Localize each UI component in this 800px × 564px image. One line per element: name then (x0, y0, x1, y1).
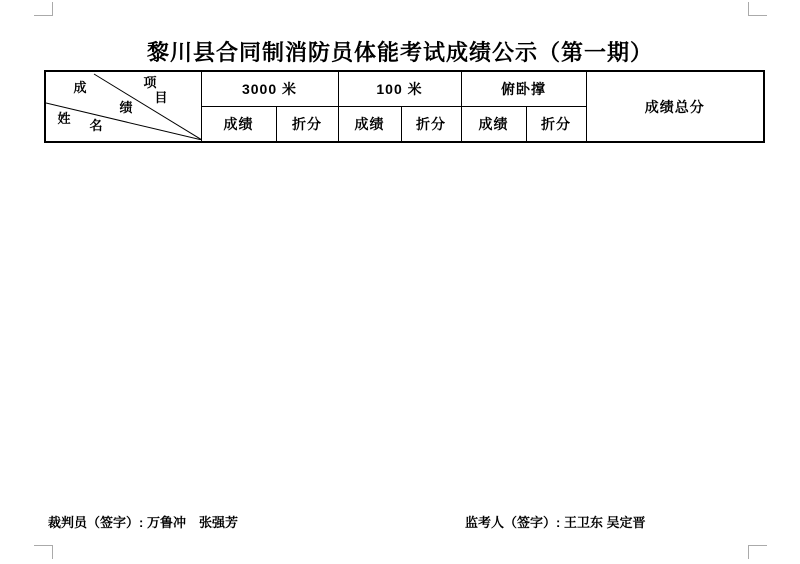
crop-mark-top-right (748, 2, 767, 16)
column-group-3000m: 3000 米 (201, 71, 338, 107)
crop-mark-top-left (34, 2, 53, 16)
subheader-100m-points: 折分 (401, 107, 461, 143)
corner-label-name-char: 姓 (57, 111, 71, 126)
invigilators-signature-line: 监考人（签字）: 王卫东 吴定晋 (465, 515, 646, 530)
signature-footer (0, 512, 800, 530)
corner-label-project-char: 项 (143, 75, 157, 90)
corner-header-cell (45, 71, 201, 142)
judges-signature-line: 裁判员（签字）: 万鲁冲 张强芳 (48, 515, 238, 530)
column-group-pushup: 俯卧撑 (461, 71, 586, 107)
subheader-3000m-points: 折分 (276, 107, 338, 143)
corner-label-score-char: 成 (73, 80, 87, 95)
subheader-pushup-score: 成绩 (461, 107, 526, 143)
corner-label-name-char: 名 (89, 118, 103, 133)
subheader-3000m-score: 成绩 (201, 107, 276, 143)
column-header-total-score: 成绩总分 (586, 71, 764, 142)
results-table (44, 70, 765, 143)
crop-mark-bottom-right (748, 545, 767, 559)
subheader-100m-score: 成绩 (338, 107, 401, 143)
subheader-pushup-points: 折分 (526, 107, 586, 143)
corner-label-project-char: 目 (154, 90, 168, 105)
column-group-100m: 100 米 (338, 71, 461, 107)
page-title: 黎川县合同制消防员体能考试成绩公示（第一期） (146, 40, 653, 65)
corner-label-score-char: 绩 (119, 100, 133, 115)
crop-mark-bottom-left (34, 545, 53, 559)
